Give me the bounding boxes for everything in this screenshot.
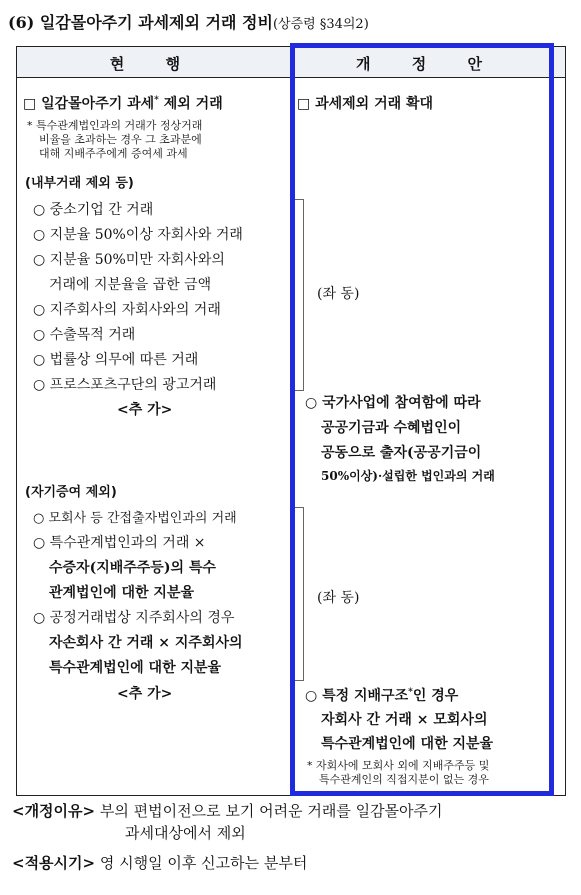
- apply-label: <적용시기>: [12, 854, 96, 872]
- reason-text-2: 과세대상에서 제외: [125, 824, 246, 842]
- section2-item-cont: 자손회사 간 거래 × 지주회사의: [49, 635, 243, 651]
- same-as-left-2: (좌 동): [317, 590, 360, 606]
- new-item-2-note: * 자회사에 모회사 외에 지배주주등 및: [307, 759, 490, 772]
- left-main-item-tail: 제외 거래: [158, 96, 223, 112]
- title-sub: (상증령 §34의2): [272, 17, 369, 32]
- section2-item-cont: 특수관계법인에 대한 지분율: [49, 660, 222, 676]
- left-note-line: * 특수관계법인과의 거래가 정상거래: [27, 119, 203, 132]
- new-item-2-text: ○ 특정 지배구조: [305, 688, 409, 704]
- new-item-1-cont: 50%이상)·설립한 법인과의 거래: [321, 469, 495, 483]
- left-main-star: *: [154, 95, 159, 106]
- add-placeholder-2: <추 가>: [117, 686, 173, 702]
- section1-item: ○ 중소기업 간 거래: [33, 202, 154, 218]
- new-item-2-tail: 인 경우: [412, 688, 459, 704]
- section2-item-cont: 관계법인에 대한 지분율: [49, 585, 194, 601]
- new-item-1: ○ 국가사업에 참여함에 따라: [305, 395, 481, 411]
- section1-item: ○ 지분율 50%이상 자회사와 거래: [33, 227, 243, 243]
- new-item-2-star: *: [408, 687, 413, 698]
- header-current: 현 행: [109, 55, 199, 73]
- apply-text: 영 시행일 이후 신고하는 분부터: [99, 854, 308, 872]
- page-title: [8, 10, 369, 33]
- new-item-2-note: 특수관계인의 직접지분이 없는 경우: [319, 773, 489, 786]
- left-main-item: [23, 93, 223, 113]
- section1-item: ○ 지분율 50%미만 자회사와의: [33, 252, 225, 268]
- reason-row: [12, 800, 443, 821]
- section2-item: ○ 특수관계법인과의 거래 ×: [33, 535, 206, 551]
- right-main-item: □ 과세제외 거래 확대: [297, 96, 434, 112]
- section1-item: ○ 지주회사의 자회사와의 거래: [33, 302, 221, 318]
- section2-item: ○ 공정거래법상 지주회사의 경우: [33, 610, 235, 626]
- left-main-item-text: □ 일감몰아주기 과세: [23, 96, 155, 112]
- section2-title: (자기증여 제외): [25, 485, 117, 500]
- left-note-line: 비율을 초과하는 경우 그 초과분에: [39, 133, 202, 146]
- section2-item-cont: 수증자(지배주주등)의 특수: [49, 560, 216, 576]
- apply-row: [12, 852, 307, 873]
- new-item-1-cont: 공동으로 출자(공공기금이: [321, 445, 482, 461]
- section1-item-cont: 거래에 지분율을 곱한 금액: [49, 277, 212, 293]
- highlight-box: [290, 43, 554, 796]
- section1-item: ○ 수출목적 거래: [33, 327, 136, 343]
- same-as-left-1: (좌 동): [317, 286, 360, 302]
- header-revised: 개 정 안: [356, 55, 500, 73]
- section1-item: ○ 프로스포츠구단의 광고거래: [33, 377, 217, 393]
- left-note-line: 대해 지배주주에게 증여세 과세: [39, 147, 188, 160]
- reason-label: <개정이유>: [12, 802, 96, 820]
- reason-text: 부의 편법이전으로 보기 어려운 거래를 일감몰아주기: [99, 802, 443, 820]
- section1-title: (내부거래 제외 등): [25, 176, 134, 191]
- new-item-1-cont: 공공기금과 수혜법인이: [321, 420, 462, 436]
- title-main: (6) 일감몰아주기 과세제외 거래 정비: [8, 13, 273, 32]
- new-item-2-cont: 특수관계법인에 대한 지분율: [321, 736, 494, 752]
- add-placeholder-1: <추 가>: [117, 402, 173, 418]
- section2-item: ○ 모회사 등 간접출자법인과의 거래: [33, 511, 237, 526]
- section1-item: ○ 법률상 의무에 따른 거래: [33, 352, 199, 368]
- new-item-2-cont: 자회사 간 거래 × 모회사의: [321, 712, 488, 728]
